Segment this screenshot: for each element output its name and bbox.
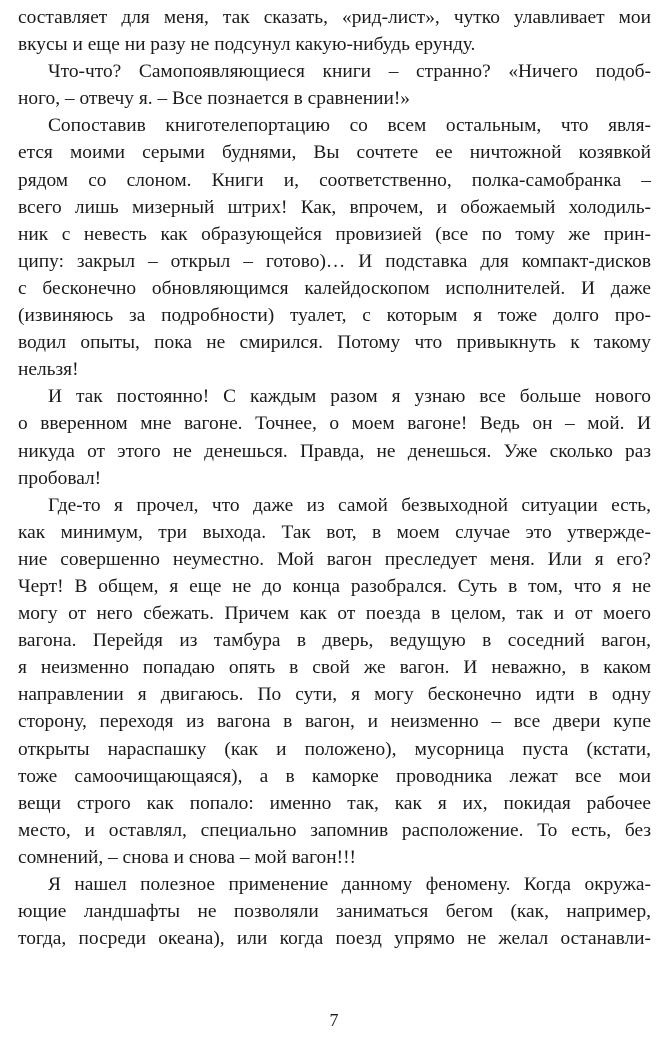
text-line: ется моими серыми буднями, Вы сочтете ее ничтожной козявкой xyxy=(18,142,651,164)
text-line: вагона. Перейдя из тамбура в дверь, ведущую в соседний вагон, xyxy=(18,630,651,652)
paragraph xyxy=(18,112,651,383)
text-line: Сопоставив книготелепортацию со всем остальным, что явля- xyxy=(48,115,651,137)
text-line: (извиняюсь за подробности) туалет, с которым я тоже долго про- xyxy=(18,305,651,327)
paragraph xyxy=(18,383,651,491)
text-line: как минимум, три выхода. Так вот, в моем случае это утвержде- xyxy=(18,521,651,543)
text-line: никуда от этого не денешься. Правда, не денешься. Уже сколько раз xyxy=(18,440,651,462)
text-line: сторону, переходя из вагона в вагон, и неизменно – все двери купе xyxy=(18,711,651,733)
text-line: вкусы и еще ни разу не подсунул какую-нибудь ерунду. xyxy=(18,34,476,56)
text-line: Я нашел полезное применение данному феномену. Когда окружа- xyxy=(48,874,651,895)
text-line: о вверенном мне вагоне. Точнее, о моем вагоне! Ведь он – мой. И xyxy=(18,413,651,435)
paragraph xyxy=(18,4,651,58)
text-line: я неизменно попадаю опять в свой же вагон. И неважно, в каком xyxy=(18,657,651,679)
text-line: ние совершенно неуместно. Мой вагон преследует меня. Или я его? xyxy=(18,548,651,570)
text-line: вещи строго как попало: именно так, как я их, покидая рабочее xyxy=(18,792,651,814)
page-body xyxy=(18,4,651,952)
text-line: Что-что? Самопоявляющиеся книги – странно? «Ничего подоб- xyxy=(48,61,651,83)
text-line: место, и оставлял, специально запомнив расположение. То есть, без xyxy=(18,819,651,841)
text-line: всего лишь мизерный штрих! Как, впрочем, и обожаемый холодиль- xyxy=(18,196,651,218)
text-line: могу от него сбежать. Причем как от поезда в целом, так и от моего xyxy=(18,603,651,625)
text-line: тогда, посреди океана), или когда поезд упрямо не желал останавли- xyxy=(18,928,651,950)
text-line: пробовал! xyxy=(18,467,102,489)
text-line: сомнений, – снова и снова – мой вагон!!! xyxy=(18,846,357,868)
page-number: 7 xyxy=(329,1010,339,1030)
paragraph xyxy=(18,58,651,112)
text-line: нельзя! xyxy=(18,359,79,381)
text-line: ципу: закрыл – открыл – готово)… И подставка для компакт-дисков xyxy=(18,250,651,272)
text-line: ного, – отвечу я. – Все познается в сравнении!» xyxy=(18,88,410,110)
text-line: рядом со слоном. Книги и, соответственно, полка-самобранка – xyxy=(18,169,651,191)
text-line: Черт! В общем, я еще не до конца разобрался. Суть в том, что я не xyxy=(18,575,651,597)
text-line: водил опыты, пока не смирился. Потому что привыкнуть к такому xyxy=(18,332,651,354)
text-line: с бесконечно обновляющимся калейдоскопом исполнителей. И даже xyxy=(18,277,651,299)
text-line: направлении я двигаюсь. По сути, я могу бесконечно идти в одну xyxy=(18,684,651,706)
text-line: открыты нараспашку (как и положено), мусорница пуста (кстати, xyxy=(18,738,651,760)
paragraph xyxy=(18,492,651,871)
text-line: составляет для меня, так сказать, «рид-лист», чутко улавливает мои xyxy=(18,7,651,28)
paragraph xyxy=(18,871,651,952)
text-line: Где-то я прочел, что даже из самой безвыходной ситуации есть, xyxy=(48,494,651,516)
text-line: И так постоянно! С каждым разом я узнаю все больше нового xyxy=(48,386,651,408)
text-line: тоже самоочищающаяся), а в каморке проводника лежат все мои xyxy=(18,765,651,787)
text-line: ник с невесть как образующейся провизией (все по тому же прин- xyxy=(18,223,651,245)
text-line: ющие ландшафты не позволяли заниматься бегом (как, например, xyxy=(18,901,651,923)
